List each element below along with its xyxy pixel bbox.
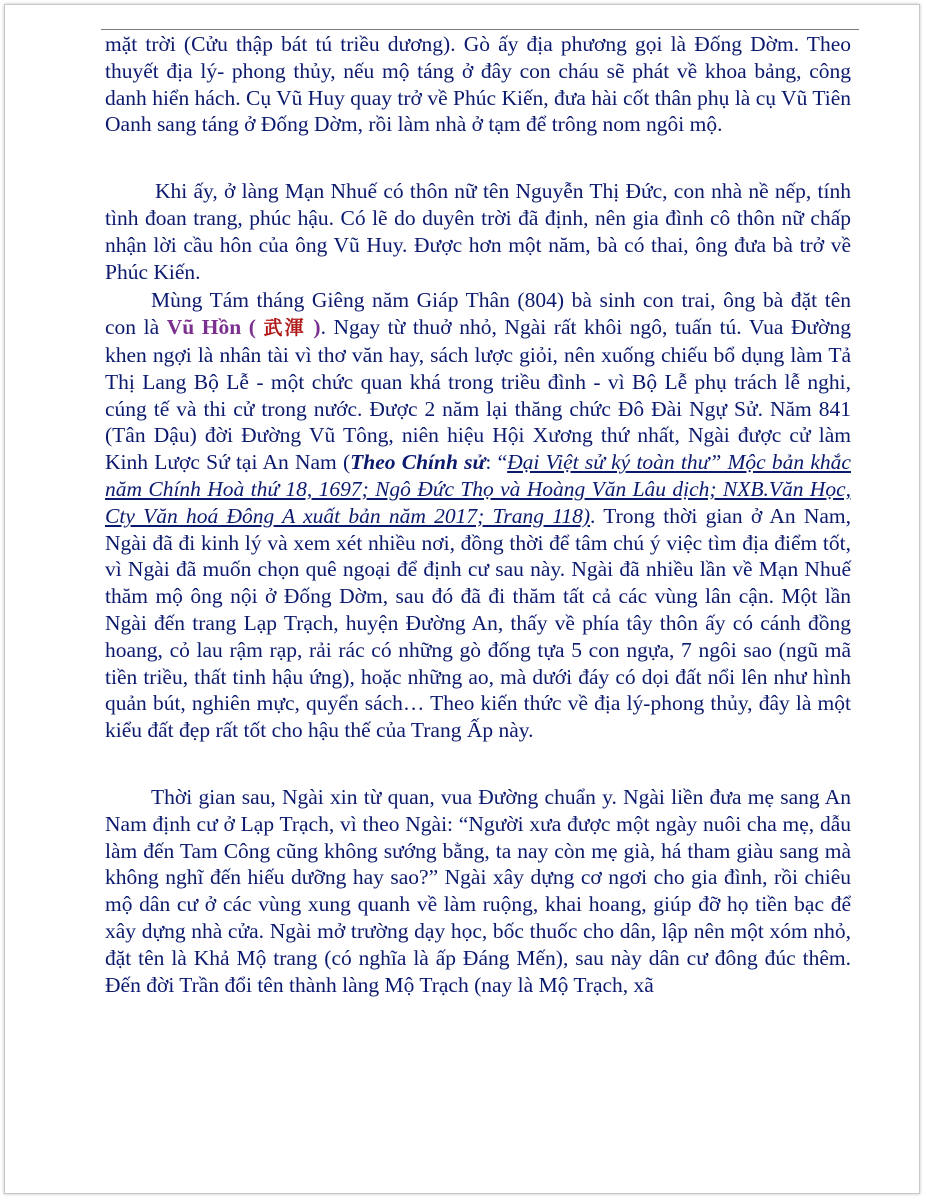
paragraph-3-text-b: . Ngay từ thuở nhỏ, Ngài rất khôi ngô, tuấn tú. Vua Đường khen ngợi là nhân tài vì thơ văn hay, sách lược giỏi, nên xuống chiếu bổ dụng làm Tả Thị Lang Bộ Lễ - một chức quan khá trong triều đình - vì Bộ Lễ phụ trách lễ nghi, cúng tế và thi cử trong nước. Được 2 năm lại thăng chức Đô Đài Ngự Sử. Năm 841 (Tân Dậu) đời Đường Vũ Tông, niên hiệu Hội Xương thứ nhất, Ngài được cử làm Kinh Lược Sứ tại An Nam (	[105, 315, 851, 475]
paragraph-3-text-d: . Trong thời gian ở An Nam, Ngài đã đi kinh lý và xem xét nhiều nơi, đồng thời để tâm chú ý việc tìm địa điểm tốt, vì Ngài đã muốn chọn quê ngoại để định cư sau này. Ngài đã nhiều lần về Mạn Nhuế thăm mộ ông nội ở Đống Dờm, sau đó đã đi thăm tất cả các vùng lân cận. Một lần Ngài đến trang Lạp Trạch, huyện Đường An, thấy về phía tây thôn ấy có cánh đồng hoang, cỏ lau rậm rạp, rải rác có những gò đống tựa 5 con ngựa, 7 ngôi sao (ngũ mã tiền triều, thất tinh hậu ứng), hoặc những ao, mà dưới đáy có dọi đất nổi lên như hình quản bút, nghiên mực, quyển sách… Theo kiến thức về địa lý-phong thủy, đây là một kiểu đất đẹp rất tốt cho hậu thế của Trang Ấp này.	[105, 503, 852, 743]
paragraph-2: Khi ấy, ở làng Mạn Nhuế có thôn nữ tên Nguyễn Thị Đức, con nhà nề nếp, tính tình đoan trang, phúc hậu. Có lẽ do duyên trời đã định, nên gia đình cô thôn nữ chấp nhận lời cầu hôn của ông Vũ Huy. Được hơn một năm, bà có thai, ông đưa bà trở về Phúc Kiến.	[105, 179, 851, 284]
paragraph-1: mặt trời (Cửu thập bát tú triều dương). Gò ấy địa phương gọi là Đống Dờm. Theo thuyết địa lý- phong thủy, nếu mộ táng ở đây con cháu sẽ phát về khoa bảng, công danh hiển hách. Cụ Vũ Huy quay trở về Phúc Kiến, đưa hài cốt thân phụ là cụ Vũ Tiên Oanh sang táng ở Đống Dờm, rồi làm nhà ở tạm để trông nom ngôi mộ.	[105, 32, 851, 137]
source-label: Theo Chính sử	[350, 450, 486, 475]
person-name-close: )	[305, 315, 321, 340]
source-citation: Đại Việt sử ký toàn thư” Mộc bản khắc năm Chính Hoà thứ 18, 1697; Ngô Đức Thọ và Hoàng Văn Lâu dịch; NXB.Văn Học, Cty Văn hoá Đông A xuất bản năm 2017; Trang 118)	[105, 450, 851, 528]
header-divider	[101, 29, 859, 30]
paragraph-4: Thời gian sau, Ngài xin từ quan, vua Đường chuẩn y. Ngài liền đưa mẹ sang An Nam định cư ở Lạp Trạch, vì theo Ngài: “Người xưa được một ngày nuôi cha mẹ, dẫu làm đến Tam Công cũng không sướng bằng, ta nay còn mẹ già, há tham giàu sang mà không nghĩ đến hiếu dưỡng hay sao?” Ngài xây dựng cơ ngơi cho gia đình, rồi chiêu mộ dân cư ở các vùng xung quanh về làm ruộng, khai hoang, giúp đỡ họ tiền bạc để xây dựng nhà cửa. Ngài mở trường dạy học, bốc thuốc cho dân, lập nên một xóm nhỏ, đặt tên là Khả Mộ trang (có nghĩa là ấp Đáng Mến), sau này dân cư đông đúc thêm. Đến đời Trần đổi tên thành làng Mộ Trạch (nay là Mộ Trạch, xã	[105, 784, 851, 997]
paragraph-3-text-a: Mùng Tám tháng Giêng năm Giáp Thân (804) bà sinh con trai, ông bà đặt tên con là	[105, 288, 851, 340]
document-body	[105, 31, 851, 998]
paragraph-3-text-c: : “	[485, 450, 508, 475]
paragraph-spacer	[105, 138, 851, 178]
paragraph-3	[105, 287, 851, 744]
han-characters: 武渾	[263, 317, 306, 340]
paragraph-spacer	[105, 744, 851, 784]
person-name: Vũ Hồn (	[166, 315, 264, 340]
document-page	[4, 4, 920, 1194]
